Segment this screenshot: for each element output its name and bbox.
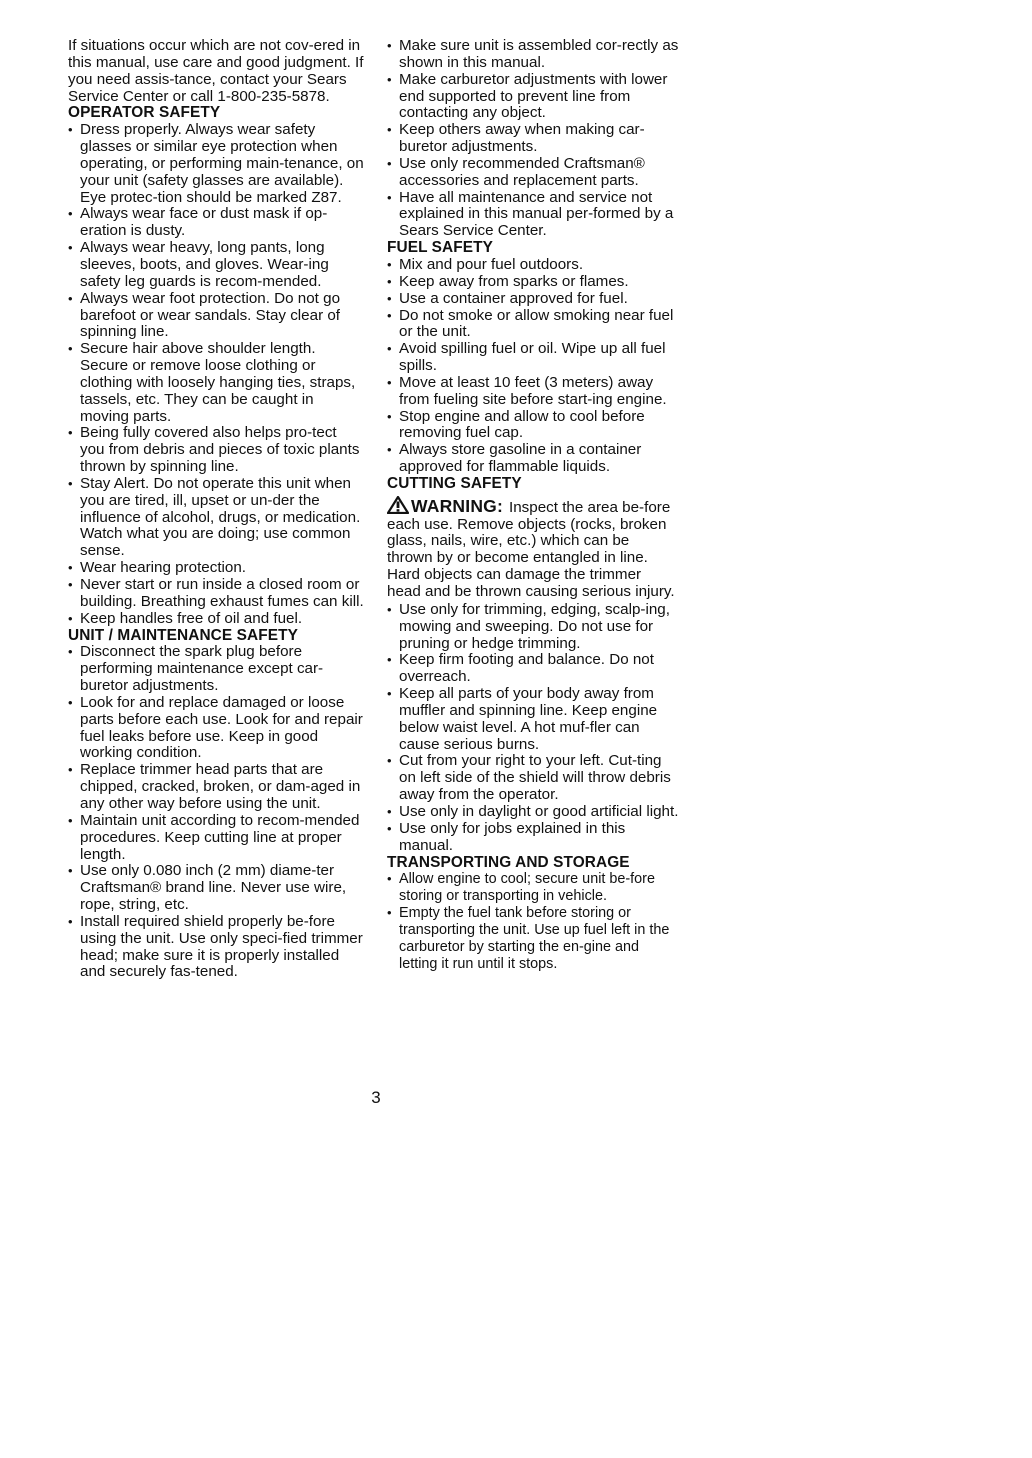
list-item: • Look for and replace damaged or loose parts before each use. Look for and repair fuel leaks before use. Keep in good working condition. [68, 695, 364, 762]
unit-maintenance-safety-list [68, 644, 364, 981]
list-item: • Never start or run inside a closed room or building. Breathing exhaust fumes can kill. [68, 577, 364, 611]
operator-safety-list [68, 122, 364, 627]
list-item: • Always store gasoline in a container approved for flammable liquids. [387, 442, 679, 476]
list-item: • Use only in daylight or good artificial light. [387, 804, 679, 821]
list-item: • Move at least 10 feet (3 meters) away from fueling site before start-ing engine. [387, 375, 679, 409]
warning-block [387, 496, 679, 601]
list-item: • Do not smoke or allow smoking near fuel or the unit. [387, 308, 679, 342]
cutting-safety-list [387, 602, 679, 855]
list-item: • Maintain unit according to recom-mended procedures. Keep cutting line at proper length. [68, 813, 364, 864]
warning-text: Inspect the area be-fore each use. Remove objects (rocks, broken glass, nails, wire, etc.) which can be thrown by or become entangled in line. Hard objects can damage the trimmer head and be thrown causing serious injury. [387, 498, 675, 600]
list-item: • Have all maintenance and service not explained in this manual per-formed by a Sears Service Center. [387, 190, 679, 241]
list-item: • Dress properly. Always wear safety glasses or similar eye protection when operating, or performing main-tenance, on your unit (safety glasses are available). Eye protec-tion should be marked Z87. [68, 122, 364, 206]
list-item: • Empty the fuel tank before storing or transporting the unit. Use up fuel left in the carburetor by starting the en-gine and letting it run until it stops. [387, 905, 679, 972]
operator-safety-heading: OPERATOR SAFETY [68, 104, 221, 122]
left-column [68, 38, 364, 981]
list-item: • Cut from your right to your left. Cut-ting on left side of the shield will throw debris away from the operator. [387, 753, 679, 804]
list-item: • Allow engine to cool; secure unit be-fore storing or transporting in vehicle. [387, 871, 679, 905]
list-item: • Wear hearing protection. [68, 560, 364, 577]
warning-label: WARNING: [411, 495, 504, 516]
fuel-safety-list [387, 257, 679, 476]
page-number: 3 [371, 1088, 381, 1107]
list-item: • Always wear foot protection. Do not go barefoot or wear sandals. Stay clear of spinning line. [68, 291, 364, 342]
list-item: • Install required shield properly be-fore using the unit. Use only speci-fied trimmer head; make sure it is properly installed and securely fas-tened. [68, 914, 364, 981]
list-item: • Replace trimmer head parts that are chipped, cracked, broken, or dam-aged in any other way before using the unit. [68, 762, 364, 813]
list-item: • Use only for trimming, edging, scalp-ing, mowing and sweeping. Do not use for pruning or hedge trimming. [387, 602, 679, 653]
list-item: • Keep all parts of your body away from muffler and spinning line. Keep engine below waist level. A hot muf-fler can cause serious burns. [387, 686, 679, 753]
list-item: • Use only recommended Craftsman® accessories and replacement parts. [387, 156, 679, 190]
warning-triangle-icon [387, 496, 409, 514]
list-item: • Use only for jobs explained in this manual. [387, 821, 679, 855]
list-item: • Use a container approved for fuel. [387, 291, 679, 308]
fuel-safety-heading: FUEL SAFETY [387, 239, 493, 257]
list-item: • Avoid spilling fuel or oil. Wipe up all fuel spills. [387, 341, 679, 375]
list-item: • Stay Alert. Do not operate this unit when you are tired, ill, upset or un-der the influence of alcohol, drugs, or medication. Watch what you are doing; use common sense. [68, 476, 364, 560]
list-item: • Keep firm footing and balance. Do not overreach. [387, 652, 679, 686]
list-item: • Being fully covered also helps pro-tect you from debris and pieces of toxic plants thrown by spinning line. [68, 425, 364, 476]
list-item: • Mix and pour fuel outdoors. [387, 257, 679, 274]
list-item: • Make carburetor adjustments with lower end supported to prevent line from contacting any object. [387, 72, 679, 123]
unit-maintenance-safety-heading: UNIT / MAINTENANCE SAFETY [68, 626, 298, 644]
list-item: • Use only 0.080 inch (2 mm) diame-ter Craftsman® brand line. Never use wire, rope, string, etc. [68, 863, 364, 914]
list-item: • Keep away from sparks or flames. [387, 274, 679, 291]
transporting-storage-heading: TRANSPORTING AND STORAGE [387, 853, 630, 871]
list-item: • Make sure unit is assembled cor-rectly as shown in this manual. [387, 38, 679, 72]
cutting-safety-heading: CUTTING SAFETY [387, 474, 522, 492]
list-item: • Secure hair above shoulder length. Secure or remove loose clothing or clothing with loosely hanging ties, straps, tassels, etc. They can be caught in moving parts. [68, 341, 364, 425]
list-item: • Keep handles free of oil and fuel. [68, 611, 364, 628]
right-column [387, 38, 679, 972]
transporting-storage-list [387, 871, 679, 972]
list-item: • Disconnect the spark plug before performing maintenance except car-buretor adjustments. [68, 644, 364, 695]
unit-maintenance-continued-list [387, 38, 679, 240]
list-item: • Keep others away when making car-buretor adjustments. [387, 122, 679, 156]
list-item: • Always wear heavy, long pants, long sleeves, boots, and gloves. Wear-ing safety leg guards is recom-mended. [68, 240, 364, 291]
list-item: • Always wear face or dust mask if op-eration is dusty. [68, 206, 364, 240]
warning-paragraph [387, 496, 679, 601]
intro-paragraph: If situations occur which are not cov-ered in this manual, use care and good judgment. If you need assis-tance, contact your Sears Service Center or call 1-800-235-5878. [68, 37, 364, 105]
list-item: • Stop engine and allow to cool before removing fuel cap. [387, 409, 679, 443]
